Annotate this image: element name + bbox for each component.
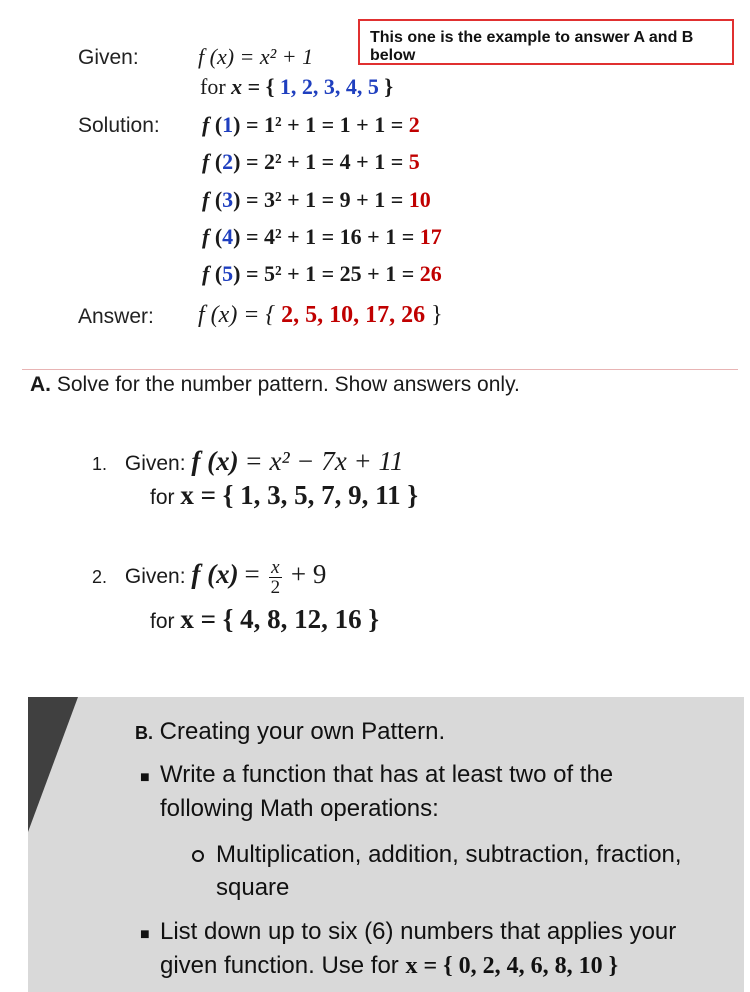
answer-value: 17, <box>365 302 396 328</box>
given-function: f (x) = x² + 1 <box>198 44 314 69</box>
section-divider <box>22 369 738 370</box>
square-bullet-icon: ■ <box>140 769 150 786</box>
x-value: 3, <box>323 74 341 99</box>
solution-label: Solution: <box>78 114 160 137</box>
bullet-2-line-2: given function. Use for x = { 0, 2, 4, 6, 8, 10 } <box>160 952 619 979</box>
example-note-text: This one is the example to answer A and B below <box>370 29 694 64</box>
x-value: 4, <box>345 74 363 99</box>
given-label: Given: <box>78 46 139 69</box>
solution-step: f (5) = 5² + 1 = 25 + 1 = 26 <box>202 261 442 286</box>
question-1-line-2: for x = { 1, 3, 5, 7, 9, 11 } <box>150 480 419 510</box>
answer-value: 2, <box>281 302 300 328</box>
solution-step: f (2) = 2² + 1 = 4 + 1 = 5 <box>202 149 420 174</box>
bullet-1-line-2: following Math operations: <box>160 795 439 822</box>
answer-label: Answer: <box>78 305 154 328</box>
square-bullet-icon: ■ <box>140 926 150 943</box>
answer-value: 5, <box>305 302 324 328</box>
question-2-line-1: 2. Given: f (x) = $\frac{x}{2}$ + 9 <box>92 557 327 598</box>
bullet-1-line-1: Write a function that has at least two of the <box>160 761 614 788</box>
bullet-2 <box>140 918 150 946</box>
question-1-line-1: 1. Given: f (x) = x² − 7x + 11 <box>92 446 404 476</box>
decorative-wedge <box>28 697 78 832</box>
x-value: 2, <box>301 74 319 99</box>
bullet-1 <box>140 761 150 789</box>
x-value: 5 <box>367 74 379 99</box>
fraction-x-over-2: $\frac{x}{2}$ <box>270 557 281 598</box>
question-2-line-2: for x = { 4, 8, 12, 16 } <box>150 604 380 634</box>
answer-set: f (x) = { 2, 5, 10, 17, 26 } <box>198 302 443 328</box>
sub-bullet-line-2: square <box>216 874 290 901</box>
section-a-heading: A. Solve for the number pattern. Show answers only. <box>30 373 520 396</box>
solution-step: f (4) = 4² + 1 = 16 + 1 = 17 <box>202 224 442 249</box>
section-b-heading: B. Creating your own Pattern. <box>135 718 446 745</box>
example-note-box <box>358 19 734 65</box>
solution-step: f (3) = 3² + 1 = 9 + 1 = 10 <box>202 187 431 212</box>
sub-bullet-line-1: Multiplication, addition, subtraction, fraction, <box>216 841 682 868</box>
answer-value: 26 <box>401 302 426 328</box>
hollow-circle-bullet-icon <box>192 849 204 867</box>
answer-value: 10, <box>329 302 360 328</box>
given-domain: for x = { 1, 2, 3, 4, 5 } <box>200 74 394 99</box>
bullet-2-line-1: List down up to six (6) numbers that applies your <box>160 918 677 945</box>
solution-step: f (1) = 1² + 1 = 1 + 1 = 2 <box>202 112 420 137</box>
x-value: 1, <box>279 74 297 99</box>
